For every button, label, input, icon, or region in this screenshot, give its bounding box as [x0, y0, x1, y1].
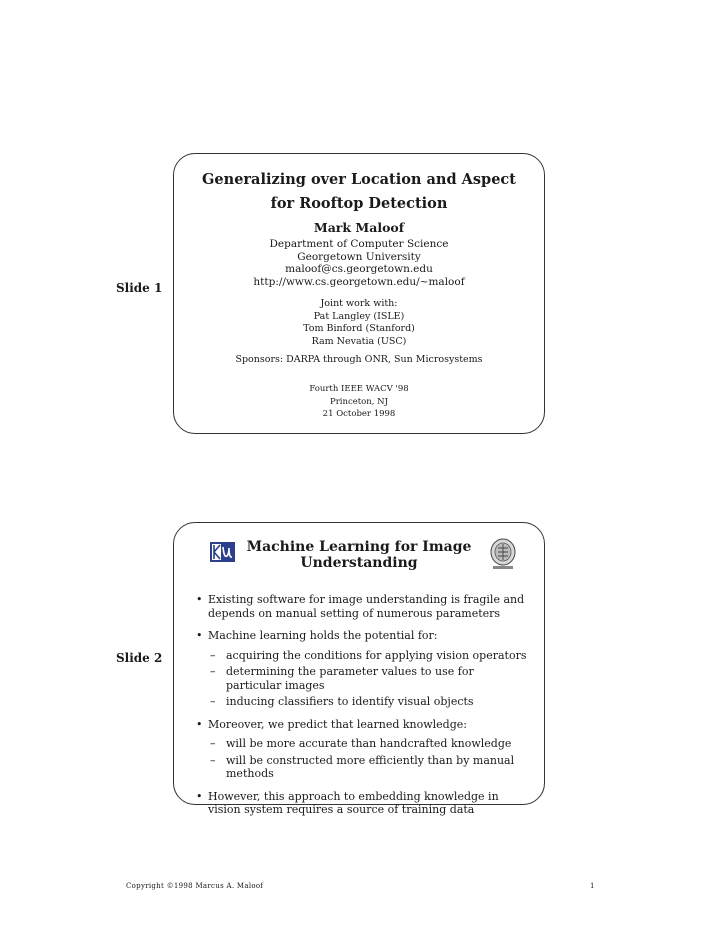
coauthor: Ram Nevatia (USC): [311, 335, 407, 347]
university: Georgetown University: [297, 250, 421, 263]
slide-1-frame: [173, 153, 545, 434]
sub-list-item: – will be more accurate than handcrafted knowledge: [208, 737, 532, 751]
joint-work-block: [174, 298, 544, 348]
coauthor: Pat Langley (ISLE): [313, 310, 405, 322]
list-item: [196, 593, 532, 620]
author-name: Mark Maloof: [313, 220, 405, 235]
slide-2-title-line-2: Understanding: [300, 555, 418, 571]
conference-name: Fourth IEEE WACV '98: [309, 384, 409, 394]
slide-2-title: [244, 539, 474, 571]
copyright-notice: Copyright ©1998 Marcus A. Maloof: [126, 882, 264, 890]
slide-1-title-line-1: Generalizing over Location and Aspect: [202, 171, 516, 188]
list-item: [196, 790, 532, 817]
slide-1-label: Slide 1: [116, 281, 163, 295]
sub-list-item: – inducing classifiers to identify visual objects: [208, 695, 532, 709]
conference-block: [174, 383, 544, 421]
sponsors-line: Sponsors: DARPA through ONR, Sun Microsystems: [235, 354, 483, 365]
slide-2-frame: [173, 522, 545, 816]
list-item: [196, 718, 532, 781]
affiliation-block: [174, 238, 544, 288]
email: maloof@cs.georgetown.edu: [285, 263, 433, 275]
department: Department of Computer Science: [269, 238, 449, 250]
sub-list: [208, 737, 532, 781]
coauthor: Tom Binford (Stanford): [303, 323, 415, 334]
slide-1-title: [174, 168, 544, 216]
bullet-text: However, this approach to embedding knowledge in vision system requires a source of training data: [208, 789, 499, 816]
conference-location: Princeton, NJ: [329, 396, 389, 407]
sub-list: [208, 649, 532, 709]
sub-list-item: – acquiring the conditions for applying vision operators: [208, 649, 532, 663]
georgetown-seal-icon: [490, 537, 516, 571]
bullet-list: [196, 593, 532, 826]
slide-2-title-line-1: Machine Learning for Image: [246, 539, 472, 555]
isle-logo-icon: [210, 542, 235, 562]
list-item: [196, 629, 532, 709]
conference-date: 21 October 1998: [322, 409, 396, 419]
page-number: 1: [590, 882, 595, 890]
sub-list-item: – determining the parameter values to use for particular images: [208, 665, 532, 692]
joint-work-heading: Joint work with:: [320, 298, 398, 309]
homepage-url: http://www.cs.georgetown.edu/~maloof: [253, 275, 465, 288]
slide-2-label: Slide 2: [116, 651, 163, 665]
bullet-text: Existing software for image understanding is fragile and depends on manual setting of numerous parameters: [208, 593, 525, 620]
bullet-text: Moreover, we predict that learned knowledge:: [208, 717, 467, 731]
slide-1-title-line-2: for Rooftop Detection: [270, 195, 448, 212]
sub-list-item: – will be constructed more efficiently than by manual methods: [208, 754, 532, 781]
bullet-text: Machine learning holds the potential for:: [208, 629, 438, 642]
